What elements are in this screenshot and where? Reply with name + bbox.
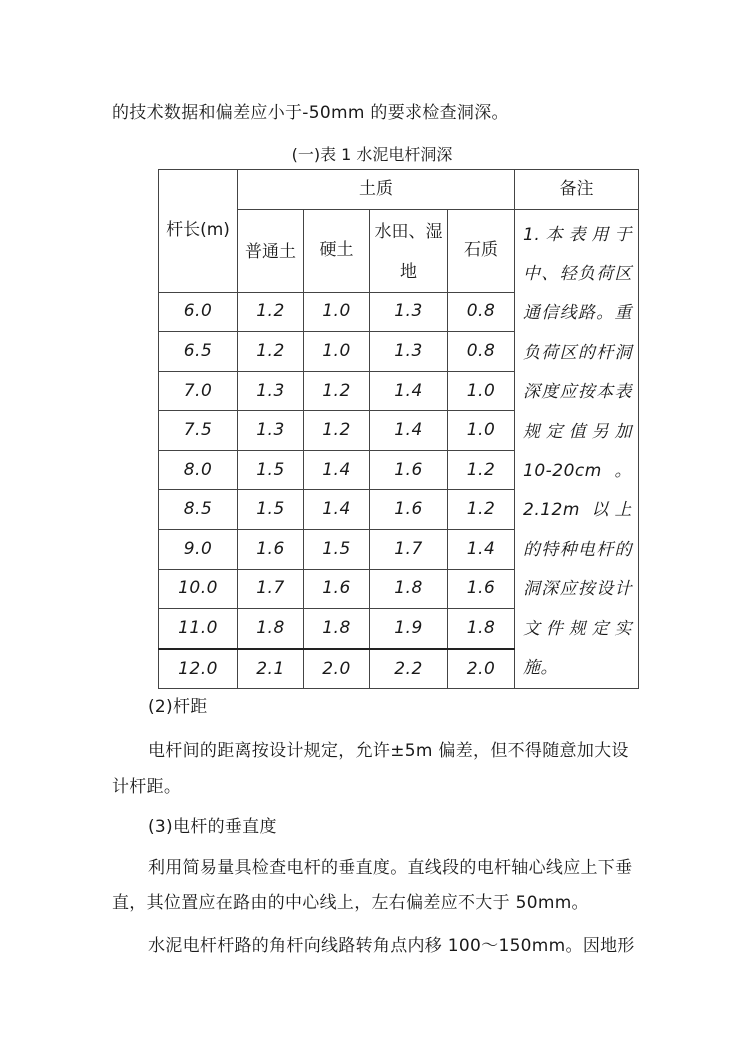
cell-pole-length: 10.0 [159, 569, 238, 609]
cell-depth-normal: 1.2 [238, 332, 304, 372]
cell-pole-length: 6.0 [159, 292, 238, 332]
cell-depth-hard: 1.5 [304, 530, 370, 570]
cell-depth-normal: 2.1 [238, 649, 304, 689]
cell-depth-rock: 1.2 [448, 450, 515, 490]
paragraph-s2-line2: 计杆距。 [112, 777, 182, 797]
cell-pole-length: 8.0 [159, 450, 238, 490]
cell-depth-hard: 1.2 [304, 411, 370, 451]
header-soil: 土质 [238, 170, 515, 210]
cell-depth-normal: 1.3 [238, 371, 304, 411]
cell-pole-length: 11.0 [159, 609, 238, 649]
cell-depth-hard: 1.4 [304, 490, 370, 530]
cell-depth-paddy: 1.4 [370, 371, 448, 411]
cell-pole-length: 9.0 [159, 530, 238, 570]
cell-depth-normal: 1.7 [238, 569, 304, 609]
cell-depth-paddy: 1.7 [370, 530, 448, 570]
paragraph-s3-line3: 水泥电杆杆路的角杆向线路转角点内移 100～150mm。因地形 [148, 936, 635, 956]
cell-depth-normal: 1.2 [238, 292, 304, 332]
section-3-title: (3)电杆的垂直度 [148, 817, 277, 837]
cell-depth-rock: 1.6 [448, 569, 515, 609]
header-remark: 备注 [515, 170, 639, 210]
cell-depth-normal: 1.8 [238, 609, 304, 649]
cell-depth-paddy: 2.2 [370, 649, 448, 689]
header-pole-length: 杆长(m) [159, 170, 238, 293]
header-soil-hard: 硬土 [304, 209, 370, 292]
cell-pole-length: 6.5 [159, 332, 238, 372]
section-2-title: (2)杆距 [148, 697, 208, 717]
cell-depth-rock: 1.2 [448, 490, 515, 530]
header-soil-normal: 普通土 [238, 209, 304, 292]
cell-depth-paddy: 1.8 [370, 569, 448, 609]
paragraph-top: 的技术数据和偏差应小于-50mm 的要求检查洞深。 [112, 103, 509, 123]
cell-depth-normal: 1.3 [238, 411, 304, 451]
remark-cell: 1.本表用于中、轻负荷区通信线路。重负荷区的杆洞深度应按本表规定值另加 10-20cm。2.12m 以上的特种电杆的洞深应按设计文件规定实施。 [515, 209, 639, 689]
pole-depth-table [158, 169, 639, 689]
cell-depth-hard: 1.0 [304, 292, 370, 332]
cell-depth-paddy: 1.3 [370, 292, 448, 332]
cell-depth-hard: 1.6 [304, 569, 370, 609]
header-soil-rock: 石质 [448, 209, 515, 292]
table-caption: (一)表 1 水泥电杆洞深 [291, 145, 453, 164]
cell-depth-normal: 1.5 [238, 490, 304, 530]
paragraph-s2-line1: 电杆间的距离按设计规定，允许±5m 偏差，但不得随意加大设 [148, 741, 629, 761]
cell-depth-rock: 1.8 [448, 609, 515, 649]
cell-depth-paddy: 1.6 [370, 490, 448, 530]
cell-depth-hard: 2.0 [304, 649, 370, 689]
paragraph-s3-line2: 直，其位置应在路由的中心线上，左右偏差应不大于 50mm。 [112, 893, 589, 913]
cell-depth-rock: 1.4 [448, 530, 515, 570]
cell-depth-hard: 1.0 [304, 332, 370, 372]
header-soil-paddy: 水田、湿地 [370, 209, 448, 292]
cell-depth-paddy: 1.6 [370, 450, 448, 490]
cell-depth-paddy: 1.4 [370, 411, 448, 451]
cell-pole-length: 7.5 [159, 411, 238, 451]
cell-depth-hard: 1.2 [304, 371, 370, 411]
cell-depth-normal: 1.5 [238, 450, 304, 490]
cell-depth-rock: 0.8 [448, 292, 515, 332]
cell-depth-hard: 1.4 [304, 450, 370, 490]
cell-depth-rock: 2.0 [448, 649, 515, 689]
cell-pole-length: 8.5 [159, 490, 238, 530]
cell-depth-rock: 0.8 [448, 332, 515, 372]
cell-depth-rock: 1.0 [448, 411, 515, 451]
paragraph-s3-line1: 利用简易量具检查电杆的垂直度。直线段的电杆轴心线应上下垂 [148, 858, 633, 878]
cell-depth-rock: 1.0 [448, 371, 515, 411]
cell-depth-hard: 1.8 [304, 609, 370, 649]
cell-depth-normal: 1.6 [238, 530, 304, 570]
cell-pole-length: 7.0 [159, 371, 238, 411]
cell-pole-length: 12.0 [159, 649, 238, 689]
cell-depth-paddy: 1.3 [370, 332, 448, 372]
cell-depth-paddy: 1.9 [370, 609, 448, 649]
